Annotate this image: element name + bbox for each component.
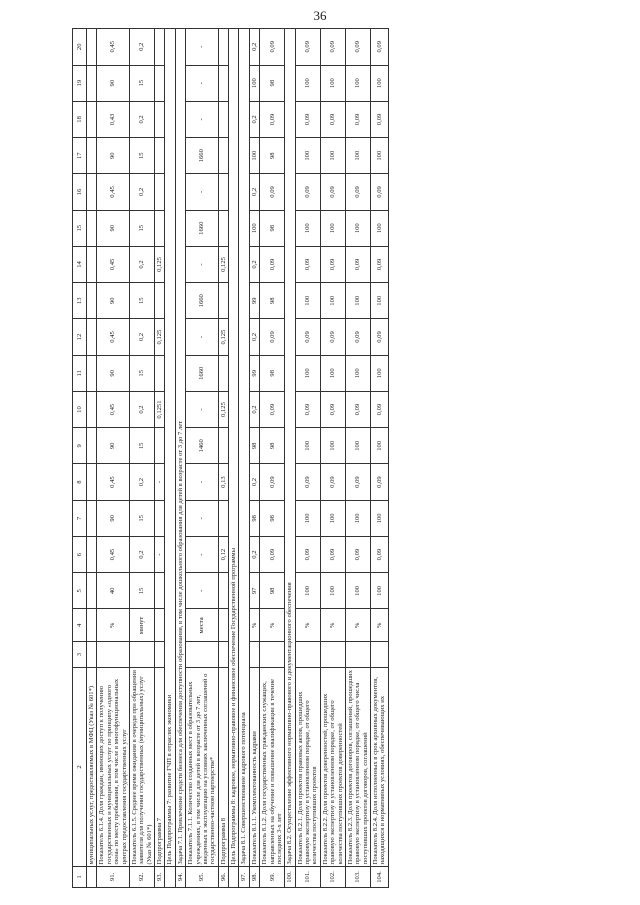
section-row [239, 29, 249, 888]
value-cell: 0,09 [260, 536, 285, 572]
value-cell: 0,09 [320, 174, 345, 210]
value-cell: 100 [320, 65, 345, 101]
value-cell: 0,09 [320, 536, 345, 572]
value-cell: 0,09 [320, 101, 345, 137]
value-cell: 100 [371, 573, 389, 609]
value-cell [87, 536, 97, 572]
value-cell: 15 [129, 138, 154, 174]
indicator-name: Подпрограмма 8 [218, 668, 228, 867]
section-row [165, 29, 175, 888]
value-cell: % [320, 609, 345, 642]
value-cell [87, 174, 97, 210]
header-cell: 6 [73, 536, 87, 572]
indicator-name: Показатель 8.2.1. Доля проектов правовых актов, прошедших правовую экспертизу в установленном порядке, от общего количества поступивших проектов [295, 668, 320, 867]
header-cell: 7 [73, 500, 87, 536]
table-row [295, 29, 320, 888]
value-cell [87, 246, 97, 282]
indicator-name: муниципальных услуг, предоставляемых в МФЦ (Указ № 601*) [87, 668, 97, 867]
value-cell: 0,09 [295, 29, 320, 66]
value-cell [87, 355, 97, 391]
header-cell: 13 [73, 283, 87, 319]
value-cell: - [155, 536, 165, 572]
table-row [155, 29, 165, 888]
value-cell [155, 283, 165, 319]
value-cell: 0,09 [345, 246, 370, 282]
value-cell: 100 [371, 500, 389, 536]
value-cell: 100 [320, 428, 345, 464]
value-cell: 0,2 [249, 246, 259, 282]
value-cell: 0,09 [260, 29, 285, 66]
header-cell: 8 [73, 464, 87, 500]
value-cell: 0,2 [249, 319, 259, 355]
value-cell [155, 609, 165, 642]
value-cell: 0,09 [371, 174, 389, 210]
value-cell: 1660 [186, 355, 219, 391]
value-cell [218, 642, 228, 668]
value-cell [218, 573, 228, 609]
value-cell: 100 [249, 138, 259, 174]
value-cell: 98 [260, 428, 285, 464]
value-cell: - [186, 29, 219, 66]
value-cell: 0,09 [345, 174, 370, 210]
row-number: 93. [155, 866, 165, 887]
header-cell: 20 [73, 29, 87, 66]
row-number: 96. [218, 866, 228, 887]
rotated-table-container [72, 28, 600, 888]
value-cell: 0,43 [97, 101, 130, 137]
value-cell: 0,09 [371, 536, 389, 572]
header-cell: 11 [73, 355, 87, 391]
value-cell: 0,2 [249, 101, 259, 137]
header-cell: 3 [73, 642, 87, 668]
value-cell: 15 [129, 65, 154, 101]
table-row [320, 29, 345, 888]
value-cell: 0,13 [218, 464, 228, 500]
value-cell: 0,09 [260, 391, 285, 427]
header-cell: 17 [73, 138, 87, 174]
value-cell: 0,45 [97, 391, 130, 427]
value-cell: 0,09 [371, 464, 389, 500]
header-cell: 10 [73, 391, 87, 427]
value-cell [155, 29, 165, 66]
value-cell: 0,09 [295, 101, 320, 137]
value-cell: 15 [129, 428, 154, 464]
value-cell: 0,09 [371, 391, 389, 427]
value-cell [87, 65, 97, 101]
indicator-name: Показатель 8.2.4. Доля исполненных в срок архивных документов, находящихся в нормативных условиях, обеспечивающих их [371, 668, 389, 867]
value-cell: - [186, 246, 219, 282]
value-cell: 15 [129, 355, 154, 391]
value-cell [218, 355, 228, 391]
value-cell: 0,2 [129, 464, 154, 500]
value-cell [345, 642, 370, 668]
value-cell: 0,2 [129, 29, 154, 66]
value-cell: 0,09 [320, 319, 345, 355]
value-cell: 100 [320, 355, 345, 391]
value-cell [218, 174, 228, 210]
row-number: 102. [320, 866, 345, 887]
value-cell: 0,2 [129, 391, 154, 427]
value-cell: 0,2 [129, 174, 154, 210]
value-cell: 100 [295, 138, 320, 174]
value-cell: 100 [295, 573, 320, 609]
value-cell [218, 210, 228, 246]
value-cell: 90 [97, 65, 130, 101]
header-cell: 12 [73, 319, 87, 355]
value-cell: минут [129, 609, 154, 642]
value-cell [155, 210, 165, 246]
value-cell: 98 [260, 138, 285, 174]
table-row [260, 29, 285, 888]
value-cell [218, 138, 228, 174]
value-cell [218, 101, 228, 137]
value-cell: - [186, 391, 219, 427]
value-cell: 0,2 [249, 29, 259, 66]
value-cell: 0,09 [371, 29, 389, 66]
row-number: 94. [175, 866, 185, 887]
value-cell: 100 [371, 65, 389, 101]
value-cell [87, 138, 97, 174]
value-cell: 0,09 [371, 319, 389, 355]
table-row [129, 29, 154, 888]
value-cell: 0,09 [295, 391, 320, 427]
section-title: Задача 7.1. Привлечение средств бизнеса для обеспечения доступности образования, в том числе дошкольного образования для детей в возрасте от 3 до 7 лет [175, 29, 185, 867]
value-cell: 0,09 [260, 174, 285, 210]
value-cell: 98 [260, 573, 285, 609]
value-cell: 100 [371, 210, 389, 246]
value-cell: 100 [320, 283, 345, 319]
value-cell: 100 [371, 428, 389, 464]
value-cell: - [186, 464, 219, 500]
value-cell: 0,09 [295, 464, 320, 500]
header-cell: 9 [73, 428, 87, 464]
value-cell: % [260, 609, 285, 642]
value-cell [87, 29, 97, 66]
value-cell: 90 [97, 210, 130, 246]
value-cell: 0,2 [129, 319, 154, 355]
value-cell: 0,2 [249, 391, 259, 427]
value-cell [87, 464, 97, 500]
value-cell [371, 642, 389, 668]
section-row [229, 29, 239, 888]
value-cell: 0,45 [97, 246, 130, 282]
value-cell: 0,09 [345, 464, 370, 500]
value-cell: 0,2 [129, 246, 154, 282]
value-cell: 0,125 [218, 246, 228, 282]
value-cell: 1660 [186, 283, 219, 319]
value-cell [87, 609, 97, 642]
value-cell [155, 101, 165, 137]
value-cell: 100 [320, 573, 345, 609]
section-row [175, 29, 185, 888]
indicator-name: Подпрограмма 7 [155, 668, 165, 867]
value-cell: 99 [249, 355, 259, 391]
table-header-row [73, 29, 87, 888]
value-cell: % [295, 609, 320, 642]
row-number [229, 866, 239, 887]
value-cell [97, 642, 130, 668]
value-cell: 90 [97, 500, 130, 536]
value-cell: 100 [295, 428, 320, 464]
header-cell: 15 [73, 210, 87, 246]
value-cell: 0,125 [218, 391, 228, 427]
value-cell: 0,12 [218, 536, 228, 572]
value-cell: - [186, 65, 219, 101]
value-cell [87, 500, 97, 536]
value-cell: 0,2 [249, 464, 259, 500]
value-cell: 0,09 [371, 246, 389, 282]
value-cell: 100 [345, 500, 370, 536]
value-cell [87, 319, 97, 355]
value-cell: 0,09 [295, 174, 320, 210]
value-cell [155, 355, 165, 391]
table-row [345, 29, 370, 888]
value-cell: - [155, 464, 165, 500]
table-row [97, 29, 130, 888]
value-cell: 98 [260, 355, 285, 391]
value-cell: 0,2 [249, 174, 259, 210]
value-cell [155, 500, 165, 536]
row-number: 95. [186, 866, 219, 887]
value-cell: 99 [249, 283, 259, 319]
value-cell: 0,09 [345, 536, 370, 572]
indicator-name: Показатель 6.1.4. Доля граждан, имеющих доступ к получению государственных и муниципальных услуг по принципу «одного окна» по месту пребывания, в том числе в многофункциональных центрах предоставления государственных услуг [97, 668, 130, 867]
value-cell [218, 500, 228, 536]
value-cell: 100 [295, 210, 320, 246]
row-number: 98. [249, 866, 259, 887]
row-number: 92. [129, 866, 154, 887]
value-cell [295, 642, 320, 668]
value-cell [320, 642, 345, 668]
value-cell: 100 [345, 210, 370, 246]
value-cell: 1660 [186, 138, 219, 174]
value-cell: 15 [129, 283, 154, 319]
value-cell: 100 [320, 210, 345, 246]
value-cell: 0,45 [97, 174, 130, 210]
value-cell: 100 [249, 210, 259, 246]
value-cell: 15 [129, 500, 154, 536]
section-title: Цель Подпрограммы 8: кадровое, нормативно-правовое и финансовое обеспечение Государственной программы [229, 29, 239, 867]
row-number: 100. [285, 866, 295, 887]
value-cell: 98 [260, 283, 285, 319]
value-cell: 100 [249, 65, 259, 101]
value-cell: - [186, 573, 219, 609]
value-cell: 90 [97, 138, 130, 174]
value-cell: % [345, 609, 370, 642]
section-title: Задача 8.1. Совершенствование кадрового потенциала [239, 29, 249, 867]
value-cell: 0,2 [129, 536, 154, 572]
header-cell: 14 [73, 246, 87, 282]
table-row [186, 29, 219, 888]
value-cell: 0,1251 [155, 391, 165, 427]
value-cell [87, 642, 97, 668]
value-cell: 0,09 [295, 319, 320, 355]
row-number: 103. [345, 866, 370, 887]
value-cell: 0,09 [320, 464, 345, 500]
value-cell: 0,2 [249, 536, 259, 572]
value-cell: 0,09 [345, 29, 370, 66]
value-cell: % [249, 609, 259, 642]
header-cell: 4 [73, 609, 87, 642]
value-cell [218, 428, 228, 464]
value-cell: - [186, 536, 219, 572]
header-cell: 16 [73, 174, 87, 210]
value-cell [155, 642, 165, 668]
value-cell: - [186, 174, 219, 210]
value-cell: 0,45 [97, 536, 130, 572]
value-cell: 0,2 [129, 101, 154, 137]
value-cell [155, 138, 165, 174]
value-cell [155, 65, 165, 101]
row-number [87, 866, 97, 887]
value-cell [249, 642, 259, 668]
value-cell: 98 [260, 500, 285, 536]
value-cell: 100 [371, 283, 389, 319]
value-cell: 1660 [186, 210, 219, 246]
value-cell: 0,09 [260, 246, 285, 282]
value-cell [87, 391, 97, 427]
value-cell: 100 [295, 65, 320, 101]
row-number [165, 866, 175, 887]
value-cell: % [97, 609, 130, 642]
value-cell: 15 [129, 573, 154, 609]
header-cell: 2 [73, 668, 87, 867]
header-cell: 5 [73, 573, 87, 609]
value-cell: 0,09 [295, 536, 320, 572]
indicator-name: Показатель 8.2.2. Доля проектов доверенностей, прошедших правовую экспертизу в установленном порядке, от общего количества поступивших проектов доверенностей [320, 668, 345, 867]
value-cell: 100 [345, 573, 370, 609]
value-cell [87, 573, 97, 609]
value-cell [218, 283, 228, 319]
value-cell: 90 [97, 355, 130, 391]
table-row [249, 29, 259, 888]
value-cell: 0,09 [345, 101, 370, 137]
value-cell: 0,125 [218, 319, 228, 355]
table-row [371, 29, 389, 888]
value-cell: 0,45 [97, 464, 130, 500]
value-cell: 97 [249, 573, 259, 609]
value-cell: 100 [320, 500, 345, 536]
value-cell: 98 [260, 65, 285, 101]
section-title: Задача 8.2. Осуществление эффективного нормативно-правового и документационного обеспечения [285, 29, 295, 867]
value-cell: 100 [345, 65, 370, 101]
value-cell [129, 642, 154, 668]
value-cell: 100 [345, 138, 370, 174]
value-cell: - [186, 319, 219, 355]
value-cell: 100 [295, 283, 320, 319]
value-cell [87, 210, 97, 246]
value-cell: 0,09 [345, 391, 370, 427]
value-cell: 40 [97, 573, 130, 609]
value-cell: 0,125 [155, 246, 165, 282]
value-cell: 98 [249, 500, 259, 536]
row-number: 99. [260, 866, 285, 887]
value-cell: места [186, 609, 219, 642]
value-cell: 0,09 [320, 391, 345, 427]
value-cell: 98 [249, 428, 259, 464]
value-cell: 100 [345, 355, 370, 391]
value-cell [87, 428, 97, 464]
value-cell: 90 [97, 283, 130, 319]
page-number: 36 [313, 8, 327, 23]
value-cell: 0,09 [320, 29, 345, 66]
value-cell [87, 283, 97, 319]
value-cell: 0,09 [295, 246, 320, 282]
value-cell: 0,45 [97, 319, 130, 355]
indicator-name: Показатель 7.1.1. Количество созданных мест в образовательных учреждениях, в том числе для детей в возрасте от 3 до 7 лет, введенных в эксплуатацию на условиях заключенных соглашений о государственно-частном партнерстве* [186, 668, 219, 867]
section-title: Цель Подпрограммы 7: развитие ГЧП в отраслях экономики [165, 29, 175, 867]
value-cell: 1460 [186, 428, 219, 464]
value-cell [186, 642, 219, 668]
indicator-name: Показатель 8.1.2. Доля государственных гражданских служащих, направленных на обучение и повышение квалификации в течение последних 3-х лет [260, 668, 285, 867]
value-cell: 100 [345, 428, 370, 464]
value-cell: 0,09 [371, 101, 389, 137]
value-cell: 0,09 [320, 246, 345, 282]
value-cell: - [186, 500, 219, 536]
value-cell: 100 [295, 500, 320, 536]
value-cell: 98 [260, 210, 285, 246]
value-cell [155, 573, 165, 609]
value-cell [155, 174, 165, 210]
row-number: 101. [295, 866, 320, 887]
value-cell: 100 [320, 138, 345, 174]
value-cell: 100 [345, 283, 370, 319]
value-cell [218, 29, 228, 66]
header-cell: 1 [73, 866, 87, 887]
value-cell: 0,09 [260, 319, 285, 355]
value-cell: 100 [371, 138, 389, 174]
header-cell: 18 [73, 101, 87, 137]
header-cell: 19 [73, 65, 87, 101]
table-row [218, 29, 228, 888]
indicators-table [72, 28, 389, 888]
value-cell: % [371, 609, 389, 642]
table-body [87, 29, 389, 888]
value-cell: 90 [97, 428, 130, 464]
value-cell [218, 609, 228, 642]
row-number: 91. [97, 866, 130, 887]
value-cell: 100 [371, 355, 389, 391]
indicator-name: Показатель 6.1.5. Среднее время ожидания в очереди при обращении заявителя для получения государственных (муниципальных) услуг (Указ № 601*) [129, 668, 154, 867]
row-number: 104. [371, 866, 389, 887]
value-cell [155, 428, 165, 464]
value-cell [260, 642, 285, 668]
indicator-name: Показатель 8.2.3. Доля проектов договоров, соглашений, прошедших правовую экспертизу в установленном порядке, от общего числа поступивших проектов договоров, соглашений [345, 668, 370, 867]
value-cell [218, 65, 228, 101]
value-cell: 0,09 [345, 319, 370, 355]
row-number: 97. [239, 866, 249, 887]
indicator-name: Показатель 8.1.1. Укомплектованность кадрами [249, 668, 259, 867]
value-cell: 0,45 [97, 29, 130, 66]
value-cell: 15 [129, 210, 154, 246]
value-cell [87, 101, 97, 137]
value-cell: 0,09 [260, 101, 285, 137]
table-row [87, 29, 97, 888]
value-cell: 0,09 [260, 464, 285, 500]
value-cell: 0,125 [155, 319, 165, 355]
value-cell: - [186, 101, 219, 137]
section-row [285, 29, 295, 888]
value-cell: 100 [295, 355, 320, 391]
